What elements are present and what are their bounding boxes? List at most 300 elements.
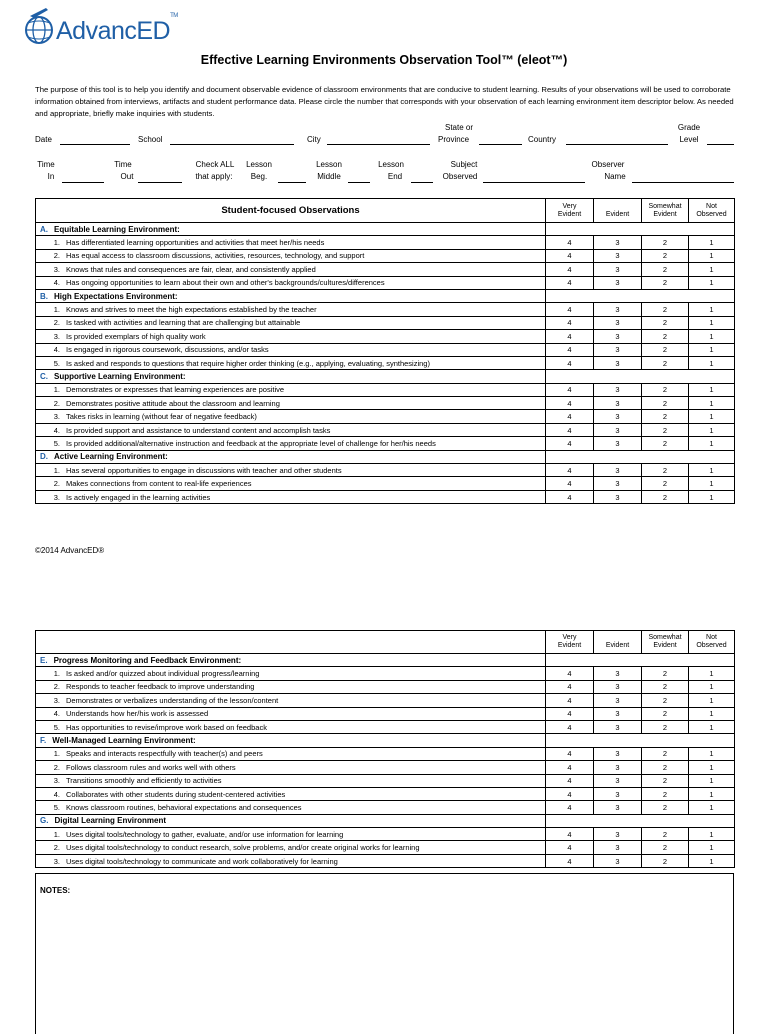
item-descriptor <box>36 236 546 249</box>
rating-option[interactable]: 3 <box>594 249 642 262</box>
item-text: Speaks and interacts respectfully with teacher(s) and peers <box>66 749 263 759</box>
rating-option[interactable]: 3 <box>594 316 642 329</box>
item-number: 4. <box>53 345 60 355</box>
item-number: 2. <box>53 682 60 692</box>
rating-option[interactable]: 4 <box>546 236 594 249</box>
rating-option[interactable]: 1 <box>689 276 735 289</box>
rating-option[interactable]: 4 <box>546 263 594 276</box>
item-descriptor <box>36 667 546 680</box>
section-letter: C. <box>40 371 48 381</box>
item-descriptor <box>36 490 546 503</box>
rating-option[interactable]: 3 <box>594 747 642 760</box>
rating-option[interactable]: 1 <box>689 410 735 423</box>
table-row <box>36 410 735 423</box>
rating-option[interactable]: 2 <box>642 720 689 733</box>
time-in-label-1: Time <box>37 160 55 169</box>
rating-option[interactable]: 3 <box>594 801 642 814</box>
item-descriptor <box>36 383 546 396</box>
table-row <box>36 707 735 720</box>
brand-name: AdvancED™ <box>56 12 178 45</box>
item-number: 5. <box>53 802 60 812</box>
item-descriptor <box>36 801 546 814</box>
rating-option[interactable]: 1 <box>689 841 735 854</box>
grade-field[interactable] <box>707 144 734 145</box>
rating-option[interactable]: 4 <box>546 680 594 693</box>
lesson-end-label-2: End <box>387 172 403 181</box>
rating-option[interactable]: 2 <box>642 316 689 329</box>
rating-option[interactable]: 2 <box>642 828 689 841</box>
rating-option[interactable]: 4 <box>546 787 594 800</box>
rating-option[interactable]: 4 <box>546 854 594 867</box>
table-row <box>36 356 735 369</box>
item-number: 2. <box>53 762 60 772</box>
table-row <box>36 423 735 436</box>
item-text: Has differentiated learning opportunities and activities that meet her/his needs <box>66 238 325 248</box>
rating-option[interactable]: 2 <box>642 680 689 693</box>
table-row <box>36 397 735 410</box>
item-number: 3. <box>53 695 60 705</box>
rating-option[interactable]: 1 <box>689 356 735 369</box>
table-row <box>36 303 735 316</box>
rating-option[interactable]: 3 <box>594 707 642 720</box>
col-not-observed: Not Observed <box>689 631 735 654</box>
table-row <box>36 774 735 787</box>
rating-option[interactable]: 3 <box>594 787 642 800</box>
item-number: 4. <box>53 789 60 799</box>
rating-option[interactable]: 2 <box>642 343 689 356</box>
subject-field[interactable] <box>483 182 585 183</box>
time-in-label-2: In <box>47 172 55 181</box>
table-row <box>36 761 735 774</box>
rating-option[interactable]: 2 <box>642 303 689 316</box>
lesson-middle-label-2: Middle <box>317 172 341 181</box>
item-text: Is tasked with activities and learning that are challenging but attainable <box>66 318 301 328</box>
item-number: 2. <box>53 398 60 408</box>
check-all-label-2: that apply: <box>195 172 233 181</box>
table-row <box>36 667 735 680</box>
rating-option[interactable]: 1 <box>689 720 735 733</box>
rating-option[interactable]: 3 <box>594 410 642 423</box>
rating-option[interactable]: 3 <box>594 680 642 693</box>
section-row <box>36 289 735 302</box>
lesson-beg-checkbox[interactable] <box>278 182 306 183</box>
col-evident: Evident <box>594 199 642 223</box>
item-number: 3. <box>53 264 60 274</box>
rating-option[interactable]: 4 <box>546 841 594 854</box>
item-descriptor <box>36 694 546 707</box>
rating-option[interactable]: 4 <box>546 397 594 410</box>
item-text: Uses digital tools/technology to gather, evaluate, and/or use information for learning <box>66 829 344 839</box>
rating-option[interactable]: 3 <box>594 667 642 680</box>
item-text: Knows that rules and consequences are fair, clear, and consistently applied <box>66 264 316 274</box>
section-blank <box>546 654 735 667</box>
section-row <box>36 370 735 383</box>
rating-option[interactable]: 2 <box>642 397 689 410</box>
observer-label-2: Name <box>604 172 626 181</box>
item-descriptor <box>36 410 546 423</box>
lesson-beg-label-2: Beg. <box>250 172 268 181</box>
rating-option[interactable]: 4 <box>546 276 594 289</box>
section-blank <box>546 814 735 827</box>
rating-option[interactable]: 3 <box>594 303 642 316</box>
section-name: Digital Learning Environment <box>54 816 167 826</box>
item-descriptor <box>36 747 546 760</box>
rating-option[interactable]: 3 <box>594 774 642 787</box>
section-blank <box>546 734 735 747</box>
state-label-1: State or <box>444 123 473 132</box>
observation-table-2 <box>35 630 735 868</box>
rating-option[interactable]: 2 <box>642 747 689 760</box>
rating-option[interactable]: 1 <box>689 801 735 814</box>
grade-label-1: Grade <box>677 123 701 132</box>
table-row <box>36 841 735 854</box>
grade-label-2: Level <box>679 135 699 144</box>
rating-option[interactable]: 2 <box>642 423 689 436</box>
table-row <box>36 787 735 800</box>
rating-option[interactable]: 4 <box>546 720 594 733</box>
rating-option[interactable]: 1 <box>689 680 735 693</box>
lesson-middle-label-1: Lesson <box>316 160 342 169</box>
rating-option[interactable]: 2 <box>642 707 689 720</box>
time-out-label-1: Time <box>114 160 132 169</box>
col-somewhat-evident: Somewhat Evident <box>642 199 689 223</box>
section-row <box>36 450 735 463</box>
rating-option[interactable]: 1 <box>689 303 735 316</box>
rating-option[interactable]: 1 <box>689 774 735 787</box>
rating-option[interactable]: 4 <box>546 801 594 814</box>
rating-option[interactable]: 3 <box>594 356 642 369</box>
item-text: Is provided support and assistance to understand content and accomplish tasks <box>66 425 331 435</box>
observer-label-1: Observer <box>591 160 625 169</box>
rating-option[interactable]: 2 <box>642 276 689 289</box>
item-descriptor <box>36 397 546 410</box>
col-very-evident: Very Evident <box>546 199 594 223</box>
item-text: Has ongoing opportunities to learn about their own and other's backgrounds/cultures/differences <box>66 278 385 288</box>
item-descriptor <box>36 316 546 329</box>
rating-option[interactable]: 4 <box>546 437 594 450</box>
date-field[interactable] <box>60 144 130 145</box>
table-row <box>36 477 735 490</box>
rating-option[interactable]: 3 <box>594 276 642 289</box>
col-very-evident: Very Evident <box>546 631 594 654</box>
rating-option[interactable]: 2 <box>642 383 689 396</box>
item-text: Follows classroom rules and works well with others <box>66 762 236 772</box>
table-row <box>36 490 735 503</box>
section-title <box>36 814 546 827</box>
section-name: Progress Monitoring and Feedback Environment: <box>53 655 242 665</box>
rating-option[interactable]: 3 <box>594 761 642 774</box>
rating-option[interactable]: 4 <box>546 343 594 356</box>
col-evident: Evident <box>594 631 642 654</box>
section-blank <box>546 289 735 302</box>
item-descriptor <box>36 774 546 787</box>
item-text: Is provided exemplars of high quality work <box>66 331 206 341</box>
item-descriptor <box>36 854 546 867</box>
table-row <box>36 464 735 477</box>
item-text: Has several opportunities to engage in discussions with teacher and other students <box>66 465 342 475</box>
rating-option[interactable]: 2 <box>642 330 689 343</box>
section-name: Active Learning Environment: <box>54 452 168 462</box>
observer-name-field[interactable] <box>632 182 734 183</box>
item-text: Uses digital tools/technology to communicate and work collaboratively for learning <box>66 856 338 866</box>
section-title <box>36 450 546 463</box>
section-title <box>36 223 546 236</box>
rating-option[interactable]: 3 <box>594 343 642 356</box>
item-number: 1. <box>53 669 60 679</box>
city-field[interactable] <box>327 144 430 145</box>
section-row <box>36 734 735 747</box>
rating-option[interactable]: 3 <box>594 464 642 477</box>
rating-option[interactable]: 2 <box>642 801 689 814</box>
rating-option[interactable]: 1 <box>689 761 735 774</box>
rating-option[interactable]: 4 <box>546 423 594 436</box>
rating-option[interactable]: 4 <box>546 303 594 316</box>
rating-option[interactable]: 1 <box>689 667 735 680</box>
item-text: Is asked and responds to questions that require higher order thinking (e.g., applying, evaluating, synthesizing) <box>66 358 430 368</box>
rating-option[interactable]: 4 <box>546 464 594 477</box>
school-field[interactable] <box>170 144 294 145</box>
item-number: 1. <box>53 385 60 395</box>
item-text: Collaborates with other students during student-centered activities <box>66 789 286 799</box>
rating-option[interactable]: 2 <box>642 437 689 450</box>
notes-label: NOTES: <box>40 886 71 895</box>
item-number: 2. <box>53 251 60 261</box>
item-number: 1. <box>53 749 60 759</box>
rating-option[interactable]: 4 <box>546 316 594 329</box>
rating-option[interactable]: 2 <box>642 787 689 800</box>
rating-option[interactable]: 1 <box>689 397 735 410</box>
lesson-end-checkbox[interactable] <box>411 182 433 183</box>
table-title-blank <box>36 631 546 654</box>
section-letter: F. <box>40 736 47 746</box>
rating-option[interactable]: 1 <box>689 787 735 800</box>
rating-option[interactable]: 2 <box>642 841 689 854</box>
rating-option[interactable]: 4 <box>546 383 594 396</box>
rating-option[interactable]: 4 <box>546 410 594 423</box>
rating-option[interactable]: 4 <box>546 828 594 841</box>
rating-option[interactable]: 2 <box>642 356 689 369</box>
lesson-beg-label-1: Lesson <box>246 160 272 169</box>
rating-option[interactable]: 4 <box>546 707 594 720</box>
rating-option[interactable]: 1 <box>689 437 735 450</box>
rating-option[interactable]: 4 <box>546 330 594 343</box>
item-text: Demonstrates positive attitude about the classroom and learning <box>66 398 280 408</box>
table-row <box>36 694 735 707</box>
item-text: Takes risks in learning (without fear of negative feedback) <box>66 412 257 422</box>
item-number: 1. <box>53 465 60 475</box>
school-label: School <box>138 135 163 144</box>
rating-option[interactable]: 2 <box>642 854 689 867</box>
rating-option[interactable]: 4 <box>546 667 594 680</box>
table-row <box>36 236 735 249</box>
table-row <box>36 720 735 733</box>
rating-option[interactable]: 1 <box>689 423 735 436</box>
col-not-observed: Not Observed <box>689 199 735 223</box>
item-text: Makes connections from content to real-life experiences <box>66 479 252 489</box>
rating-option[interactable]: 2 <box>642 236 689 249</box>
rating-option[interactable]: 1 <box>689 236 735 249</box>
section-name: Equitable Learning Environment: <box>54 224 180 234</box>
item-number: 4. <box>53 425 60 435</box>
section-name: High Expectations Environment: <box>54 291 178 301</box>
item-number: 3. <box>53 412 60 422</box>
rating-option[interactable]: 2 <box>642 667 689 680</box>
page-title: Effective Learning Environments Observation Tool™ (eleot™) <box>200 53 568 67</box>
item-text: Is provided additional/alternative instruction and feedback at the appropriate level of challenge for her/his needs <box>66 438 436 448</box>
rating-option[interactable]: 3 <box>594 694 642 707</box>
item-descriptor <box>36 263 546 276</box>
section-blank <box>546 450 735 463</box>
rating-option[interactable]: 1 <box>689 854 735 867</box>
rating-option[interactable]: 3 <box>594 423 642 436</box>
state-label-2: Province <box>438 135 470 144</box>
item-number: 4. <box>53 709 60 719</box>
rating-option[interactable]: 1 <box>689 383 735 396</box>
rating-option[interactable]: 1 <box>689 464 735 477</box>
item-text: Is engaged in rigorous coursework, discussions, and/or tasks <box>66 345 269 355</box>
item-text: Responds to teacher feedback to improve understanding <box>66 682 255 692</box>
table-row <box>36 263 735 276</box>
item-text: Uses digital tools/technology to conduct research, solve problems, and/or create original works for learning <box>66 843 420 853</box>
rating-option[interactable]: 3 <box>594 841 642 854</box>
item-text: Is actively engaged in the learning activities <box>66 492 211 502</box>
section-row <box>36 223 735 236</box>
rating-option[interactable]: 2 <box>642 464 689 477</box>
section-letter: A. <box>40 224 48 234</box>
item-text: Knows and strives to meet the high expectations established by the teacher <box>66 305 317 315</box>
rating-option[interactable]: 4 <box>546 774 594 787</box>
rating-option[interactable]: 4 <box>546 249 594 262</box>
table-row <box>36 316 735 329</box>
rating-option[interactable]: 3 <box>594 397 642 410</box>
check-all-label-1: Check ALL <box>195 160 235 169</box>
table-row <box>36 249 735 262</box>
section-row <box>36 814 735 827</box>
item-number: 3. <box>53 776 60 786</box>
item-descriptor <box>36 276 546 289</box>
item-descriptor <box>36 828 546 841</box>
col-somewhat-evident: Somewhat Evident <box>642 631 689 654</box>
item-descriptor <box>36 330 546 343</box>
rating-option[interactable]: 1 <box>689 263 735 276</box>
time-out-label-2: Out <box>120 172 134 181</box>
item-number: 5. <box>53 438 60 448</box>
item-number: 2. <box>53 318 60 328</box>
subject-label-2: Observed <box>442 172 478 181</box>
rating-option[interactable]: 4 <box>546 761 594 774</box>
item-descriptor <box>36 464 546 477</box>
rating-option[interactable]: 3 <box>594 236 642 249</box>
table-row <box>36 383 735 396</box>
table-row <box>36 747 735 760</box>
copyright: ©2014 AdvancED® <box>35 546 105 555</box>
lesson-middle-checkbox[interactable] <box>348 182 370 183</box>
rating-option[interactable]: 1 <box>689 828 735 841</box>
rating-option[interactable]: 4 <box>546 356 594 369</box>
table-row <box>36 437 735 450</box>
section-title <box>36 289 546 302</box>
observation-fields <box>0 0 768 200</box>
country-field[interactable] <box>566 144 668 145</box>
rating-option[interactable]: 2 <box>642 490 689 503</box>
intro-text: The purpose of this tool is to help you identify and document observable evidence of classroom environments that are conducive to student learning. Results of your observations will be used to corroborate information obtained from interviews, artifacts and student performance data. Please circle the number that corresponds with your observation of each learning environment item descriptor below. As needed and appropriate, briefly make inquiries with students. <box>35 85 734 118</box>
section-row <box>36 654 735 667</box>
rating-option[interactable]: 2 <box>642 774 689 787</box>
time-in-field[interactable] <box>62 182 104 183</box>
item-text: Demonstrates or expresses that learning experiences are positive <box>66 385 285 395</box>
rating-option[interactable]: 1 <box>689 343 735 356</box>
item-descriptor <box>36 841 546 854</box>
item-number: 4. <box>53 278 60 288</box>
rating-option[interactable]: 1 <box>689 316 735 329</box>
table-title: Student-focused Observations <box>36 199 546 223</box>
item-number: 2. <box>53 843 60 853</box>
city-label: City <box>307 135 321 144</box>
rating-option[interactable]: 2 <box>642 694 689 707</box>
observation-table-1 <box>35 198 735 504</box>
rating-option[interactable]: 4 <box>546 747 594 760</box>
rating-option[interactable]: 1 <box>689 330 735 343</box>
item-descriptor <box>36 249 546 262</box>
rating-option[interactable]: 3 <box>594 854 642 867</box>
rating-option[interactable]: 4 <box>546 477 594 490</box>
state-field[interactable] <box>479 144 522 145</box>
rating-option[interactable]: 2 <box>642 761 689 774</box>
item-number: 1. <box>53 238 60 248</box>
item-descriptor <box>36 680 546 693</box>
rating-option[interactable]: 1 <box>689 694 735 707</box>
item-descriptor <box>36 356 546 369</box>
item-number: 5. <box>53 722 60 732</box>
rating-option[interactable]: 1 <box>689 747 735 760</box>
rating-option[interactable]: 2 <box>642 249 689 262</box>
rating-option[interactable]: 3 <box>594 330 642 343</box>
rating-option[interactable]: 4 <box>546 490 594 503</box>
item-descriptor <box>36 707 546 720</box>
rating-option[interactable]: 1 <box>689 490 735 503</box>
rating-option[interactable]: 3 <box>594 477 642 490</box>
item-number: 3. <box>53 492 60 502</box>
subject-label-1: Subject <box>450 160 478 169</box>
time-out-field[interactable] <box>138 182 182 183</box>
table-row <box>36 854 735 867</box>
rating-option[interactable]: 1 <box>689 477 735 490</box>
item-text: Has equal access to classroom discussions, activities, resources, technology, and support <box>66 251 365 261</box>
table-row <box>36 343 735 356</box>
section-title <box>36 370 546 383</box>
rating-option[interactable]: 4 <box>546 694 594 707</box>
rating-option[interactable]: 1 <box>689 249 735 262</box>
item-text: Demonstrates or verbalizes understanding of the lesson/content <box>66 695 279 705</box>
rating-option[interactable]: 3 <box>594 437 642 450</box>
rating-option[interactable]: 2 <box>642 263 689 276</box>
section-letter: B. <box>40 291 48 301</box>
rating-option[interactable]: 2 <box>642 410 689 423</box>
rating-option[interactable]: 3 <box>594 383 642 396</box>
table-row <box>36 828 735 841</box>
item-descriptor <box>36 477 546 490</box>
item-text: Knows classroom routines, behavioral expectations and consequences <box>66 802 302 812</box>
notes-area[interactable] <box>35 873 734 1034</box>
rating-option[interactable]: 3 <box>594 490 642 503</box>
section-title <box>36 734 546 747</box>
rating-option[interactable]: 1 <box>689 707 735 720</box>
rating-option[interactable]: 3 <box>594 720 642 733</box>
rating-option[interactable]: 2 <box>642 477 689 490</box>
rating-option[interactable]: 3 <box>594 828 642 841</box>
item-descriptor <box>36 437 546 450</box>
rating-option[interactable]: 3 <box>594 263 642 276</box>
